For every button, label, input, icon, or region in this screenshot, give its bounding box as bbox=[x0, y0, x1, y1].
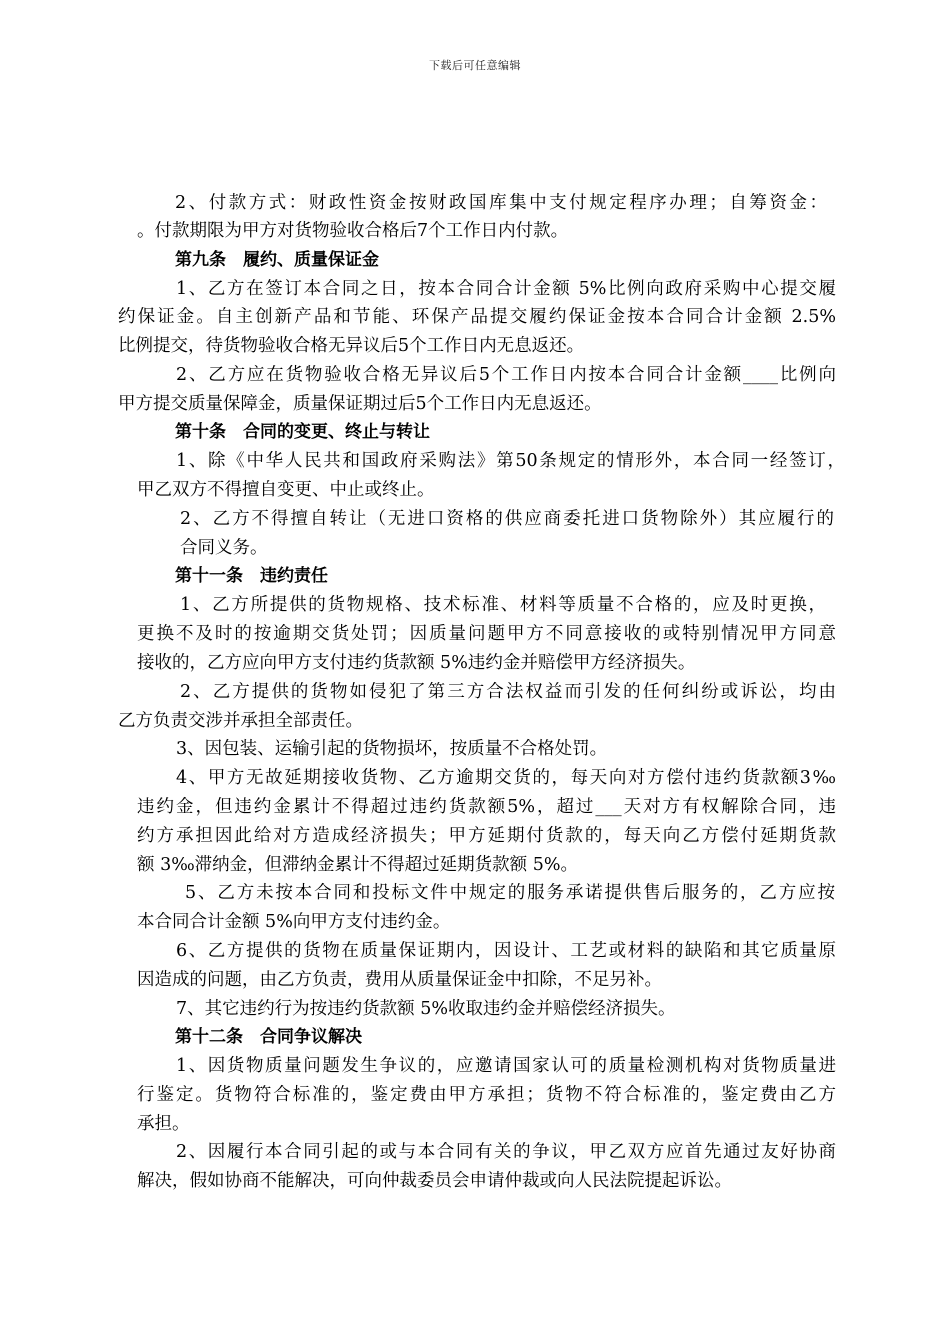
clause-10-item-1-line-1: 1、除《中华人民共和国政府采购法》第50条规定的情形外，本合同一经签订， bbox=[176, 451, 845, 471]
clause-11-item-1-line-1: 1、乙方所提供的货物规格、技术标准、材料等质量不合格的，应及时更换， bbox=[180, 595, 826, 615]
clause-11-item-7: 7、其它违约行为按违约货款额 5%收取违约金并赔偿经济损失。 bbox=[176, 999, 676, 1019]
clause-11-item-1-line-3: 接收的，乙方应向甲方支付违约货款额 5%违约金并赔偿甲方经济损失。 bbox=[137, 653, 696, 673]
clause-11-item-4-line-2: 违约金，但违约金累计不得超过违约货款额5%，超过___天对方有权解除合同，违 bbox=[137, 797, 836, 817]
clause-11-item-4-line-4: 额 3‰滞纳金，但滞纳金累计不得超过延期货款额 5%。 bbox=[137, 855, 579, 875]
clause-10-heading: 第十条 合同的变更、终止与转让 bbox=[175, 422, 430, 442]
clause-11-item-4-line-3: 约方承担因此给对方造成经济损失；甲方延期付货款的，每天向乙方偿付延期货款 bbox=[137, 826, 836, 846]
clause-9-heading: 第九条 履约、质量保证金 bbox=[175, 250, 379, 270]
clause-11-item-5-line-1: 5、乙方未按本合同和投标文件中规定的服务承诺提供售后服务的，乙方应按 bbox=[185, 883, 835, 903]
clause-9-item-2-line-2: 甲方提交质量保障金，质量保证期过后5个工作日内无息返还。 bbox=[118, 394, 602, 414]
clause-11-item-5-line-2: 本合同合计金额 5%向甲方支付违约金。 bbox=[137, 912, 451, 932]
clause-9-item-1-line-3: 比例提交，待货物验收合格无异议后5个工作日内无息返还。 bbox=[118, 336, 585, 356]
clause-11-item-2-line-1: 2、乙方提供的货物如侵犯了第三方合法权益而引发的任何纠纷或诉讼，均由 bbox=[180, 682, 836, 702]
clause-10-item-1-line-2: 甲乙双方不得擅自变更、中止或终止。 bbox=[137, 480, 435, 500]
clause-10-item-2-line-1: 2、乙方不得擅自转让（无进口资格的供应商委托进口货物除外）其应履行的 bbox=[180, 509, 834, 529]
clause-12-item-1-line-2: 行鉴定。货物符合标准的，鉴定费由甲方承担；货物不符合标准的，鉴定费由乙方 bbox=[137, 1085, 836, 1105]
clause-9-item-2-line-1: 2、乙方应在货物验收合格无异议后5个工作日内按本合同合计金额____比例向 bbox=[176, 365, 836, 385]
clause-12-item-2-line-2: 解决，假如协商不能解决，可向仲裁委员会申请仲裁或向人民法院提起诉讼。 bbox=[137, 1171, 732, 1191]
clause-12-item-1-line-1: 1、因货物质量问题发生争议的，应邀请国家认可的质量检测机构对货物质量进 bbox=[176, 1056, 836, 1076]
clause-11-item-4-line-1: 4、甲方无故延期接收货物、乙方逾期交货的，每天向对方偿付违约货款额3‰ bbox=[176, 768, 836, 788]
clause-8-item-2-line-2: 。付款期限为甲方对货物验收合格后7个工作日内付款。 bbox=[137, 221, 569, 241]
clause-12-item-1-line-3: 承担。 bbox=[137, 1114, 190, 1134]
clause-12-heading: 第十二条 合同争议解决 bbox=[175, 1027, 362, 1047]
clause-11-item-1-line-2: 更换不及时的按逾期交货处罚；因质量问题甲方不同意接收的或特别情况甲方同意 bbox=[137, 624, 836, 644]
clause-11-heading: 第十一条 违约责任 bbox=[175, 566, 328, 586]
clause-11-item-6-line-2: 因造成的问题，由乙方负责，费用从质量保证金中扣除，不足另补。 bbox=[137, 970, 662, 990]
clause-11-item-2-line-2: 乙方负责交涉并承担全部责任。 bbox=[118, 711, 363, 731]
clause-11-item-3: 3、因包装、运输引起的货物损坏，按质量不合格处罚。 bbox=[176, 739, 608, 759]
clause-12-item-2-line-1: 2、因履行本合同引起的或与本合同有关的争议，甲乙双方应首先通过友好协商 bbox=[176, 1142, 836, 1162]
clause-11-item-6-line-1: 6、乙方提供的货物在质量保证期内，因设计、工艺或材料的缺陷和其它质量原 bbox=[176, 941, 836, 961]
page-header-note: 下载后可任意编辑 bbox=[429, 59, 521, 72]
clause-10-item-2-line-2: 合同义务。 bbox=[180, 538, 268, 558]
clause-9-item-1-line-2: 约保证金。自主创新产品和节能、环保产品提交履约保证金按本合同合计金额 2.5% bbox=[118, 307, 836, 327]
clause-8-item-2-line-1: 2、付款方式：财政性资金按财政国库集中支付规定程序办理；自筹资金： bbox=[175, 193, 827, 213]
clause-9-item-1-line-1: 1、乙方在签订本合同之日，按本合同合计金额 5%比例向政府采购中心提交履 bbox=[176, 279, 836, 299]
